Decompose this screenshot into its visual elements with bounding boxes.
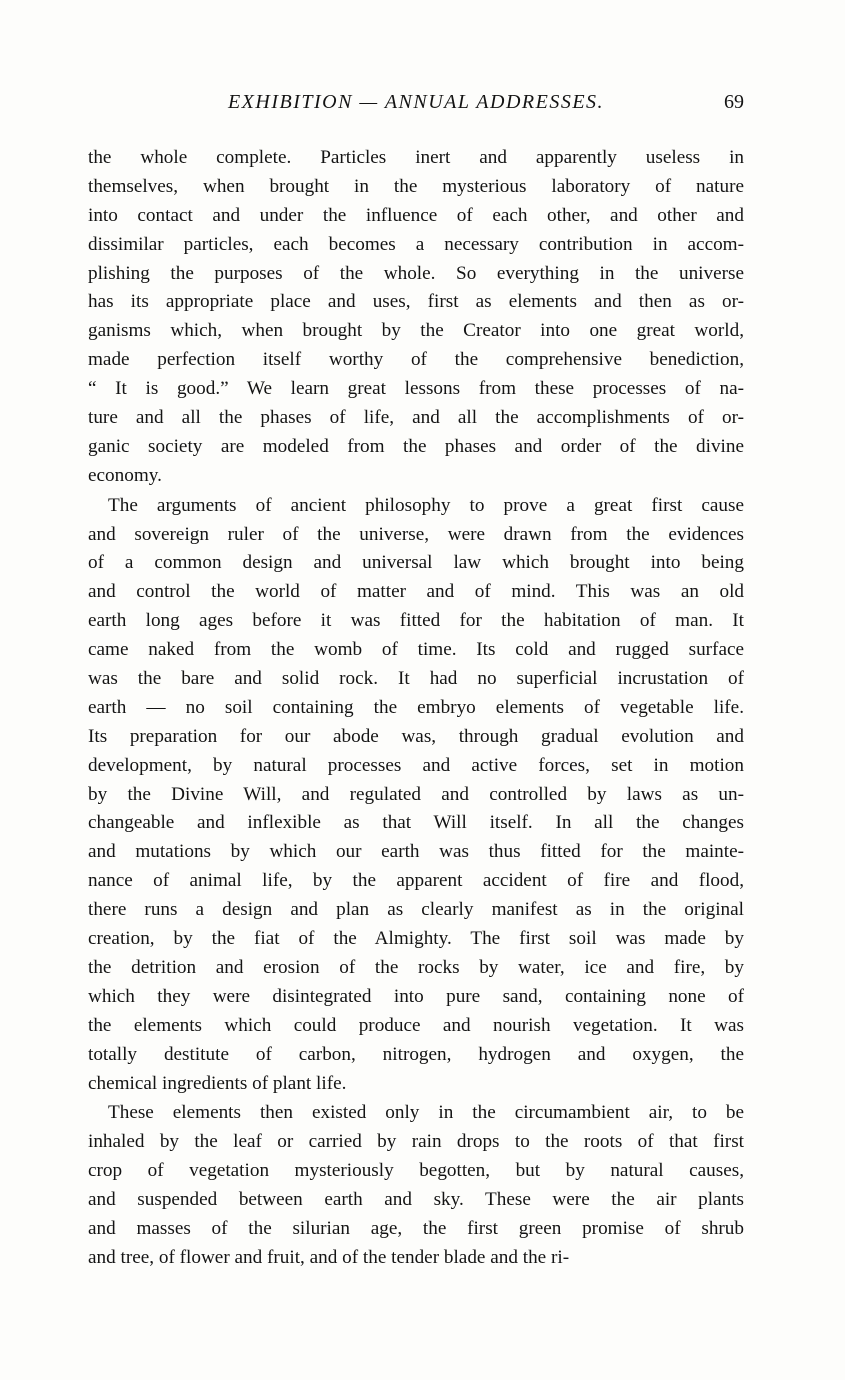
text-line: and tree, of flower and fruit, and of the tender blade and the ri- (88, 1246, 570, 1268)
text-line: there runs a design and plan as clearly manifest as in the original (88, 899, 744, 921)
text-line: nance of animal life, by the apparent accident of fire and flood, (88, 870, 744, 892)
text-line: economy. (88, 464, 162, 486)
text-line: changeable and inflexible as that Will itself. In all the changes (88, 812, 744, 834)
text-line: ture and all the phases of life, and all the accomplishments of or- (88, 407, 744, 429)
text-line: of a common design and universal law which brought into being (88, 552, 744, 574)
text-line: chemical ingredients of plant life. (88, 1072, 347, 1094)
text-line: totally destitute of carbon, nitrogen, hydrogen and oxygen, the (88, 1043, 744, 1065)
text-line: ganisms which, when brought by the Creator into one great world, (88, 320, 744, 342)
text-line: crop of vegetation mysteriously begotten, but by natural causes, (88, 1160, 744, 1182)
page-number: 69 (724, 91, 744, 113)
text-line: earth long ages before it was fitted for the habitation of man. It (88, 610, 744, 632)
body-text (88, 144, 744, 1274)
text-line: themselves, when brought in the mysterious laboratory of nature (88, 175, 744, 197)
paragraph (88, 144, 744, 491)
text-line: The arguments of ancient philosophy to prove a great first cause (108, 494, 744, 516)
text-line: the elements which could produce and nourish vegetation. It was (88, 1014, 744, 1036)
text-line: and sovereign ruler of the universe, were drawn from the evidences (88, 523, 744, 545)
text-line: made perfection itself worthy of the comprehensive benediction, (88, 349, 744, 371)
text-line: Its preparation for our abode was, through gradual evolution and (88, 725, 744, 747)
paragraph (88, 1099, 744, 1272)
text-line: plishing the purposes of the whole. So everything in the universe (88, 262, 744, 284)
text-line: earth — no soil containing the embryo elements of vegetable life. (88, 696, 744, 718)
text-line: which they were disintegrated into pure sand, containing none of (88, 985, 744, 1007)
text-line: and suspended between earth and sky. These were the air plants (88, 1189, 744, 1211)
text-line: These elements then existed only in the circumambient air, to be (108, 1102, 744, 1124)
running-title: EXHIBITION — ANNUAL ADDRESSES. (227, 91, 605, 113)
text-line: inhaled by the leaf or carried by rain drops to the roots of that first (88, 1131, 744, 1153)
text-line: by the Divine Will, and regulated and controlled by laws as un- (88, 783, 744, 805)
text-line: “ It is good.” We learn great lessons from these processes of na- (88, 378, 744, 400)
text-line: the whole complete. Particles inert and apparently useless in (88, 147, 744, 168)
text-line: has its appropriate place and uses, first as elements and then as or- (88, 291, 744, 313)
text-line: and control the world of matter and of mind. This was an old (88, 581, 744, 603)
text-line: creation, by the fiat of the Almighty. The first soil was made by (88, 928, 744, 950)
running-head (88, 88, 744, 116)
text-line: the detrition and erosion of the rocks by water, ice and fire, by (88, 956, 744, 978)
text-line: into contact and under the influence of each other, and other and (88, 204, 744, 226)
text-line: was the bare and solid rock. It had no superficial incrustation of (88, 668, 744, 690)
text-line: came naked from the womb of time. Its cold and rugged surface (88, 639, 744, 661)
paragraph (88, 492, 744, 1099)
text-line: and masses of the silurian age, the first green promise of shrub (88, 1217, 744, 1239)
text-line: dissimilar particles, each becomes a necessary contribution in accom- (88, 233, 744, 255)
text-line: ganic society are modeled from the phases and order of the divine (88, 435, 744, 457)
text-line: development, by natural processes and active forces, set in motion (88, 754, 744, 776)
text-line: and mutations by which our earth was thus fitted for the mainte- (88, 841, 744, 863)
